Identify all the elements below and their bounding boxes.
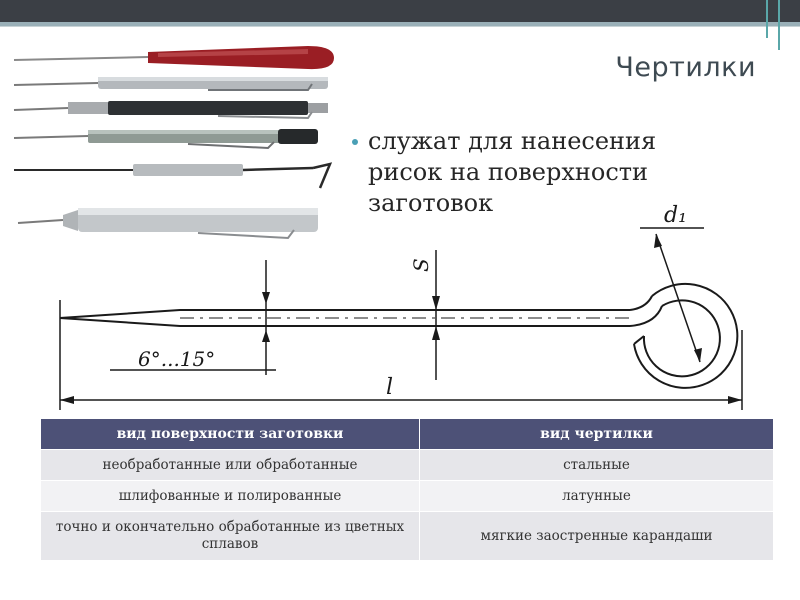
table-header-row: [41, 419, 774, 450]
bullet-text: служат для нанесения рисок на поверхности заготовок: [368, 127, 657, 217]
body-upper-edge: [60, 310, 630, 318]
d1-diameter-line: [656, 234, 700, 362]
table-cell: стальные: [420, 450, 774, 481]
table-cell: шлифованные и полированные: [41, 481, 420, 512]
arrow-angle-top: [262, 292, 270, 304]
arrow-d1-top: [654, 234, 662, 248]
ring-join-upper: [630, 296, 652, 310]
corner-mark-right: [778, 0, 780, 50]
header-surface-type: вид поверхности заготовки: [41, 419, 420, 450]
table-cell: необработанные или обработанные: [41, 450, 420, 481]
arrow-angle-bottom: [262, 330, 270, 342]
surface-scriber-table: [40, 418, 774, 561]
table-row: [41, 512, 774, 561]
label-s: S: [409, 258, 433, 272]
top-decorative-bar: [0, 0, 800, 22]
body-lower-edge: [60, 318, 630, 326]
scriber-technical-drawing: [40, 200, 760, 415]
ring-end: [634, 336, 644, 344]
slide-title: Чертилки: [615, 52, 756, 83]
table-cell: латунные: [420, 481, 774, 512]
arrow-length-right: [728, 396, 742, 404]
arrow-s-top: [432, 296, 440, 310]
scriber-grey: [14, 129, 318, 148]
scriber-bent: [14, 164, 330, 188]
scriber-red: [14, 46, 334, 69]
bullet-dot: [352, 139, 358, 145]
ring-inner: [644, 300, 720, 376]
table-cell: мягкие заостренные карандаши: [420, 512, 774, 561]
arrow-s-bottom: [432, 326, 440, 340]
arrow-length-left: [60, 396, 74, 404]
label-d1: d₁: [664, 203, 687, 228]
scriber-steel-clip: [14, 77, 328, 90]
table-row: [41, 481, 774, 512]
corner-mark-left: [766, 0, 768, 38]
table-cell: точно и окончательно обработанные из цветных сплавов: [41, 512, 420, 561]
label-length: l: [386, 375, 394, 400]
scriber-black: [14, 101, 328, 118]
label-angle: 6°...15°: [138, 347, 216, 371]
top-thin-line: [0, 26, 800, 27]
table-row: [41, 450, 774, 481]
arrow-d1-bottom: [694, 348, 702, 362]
header-scriber-type: вид чертилки: [420, 419, 774, 450]
